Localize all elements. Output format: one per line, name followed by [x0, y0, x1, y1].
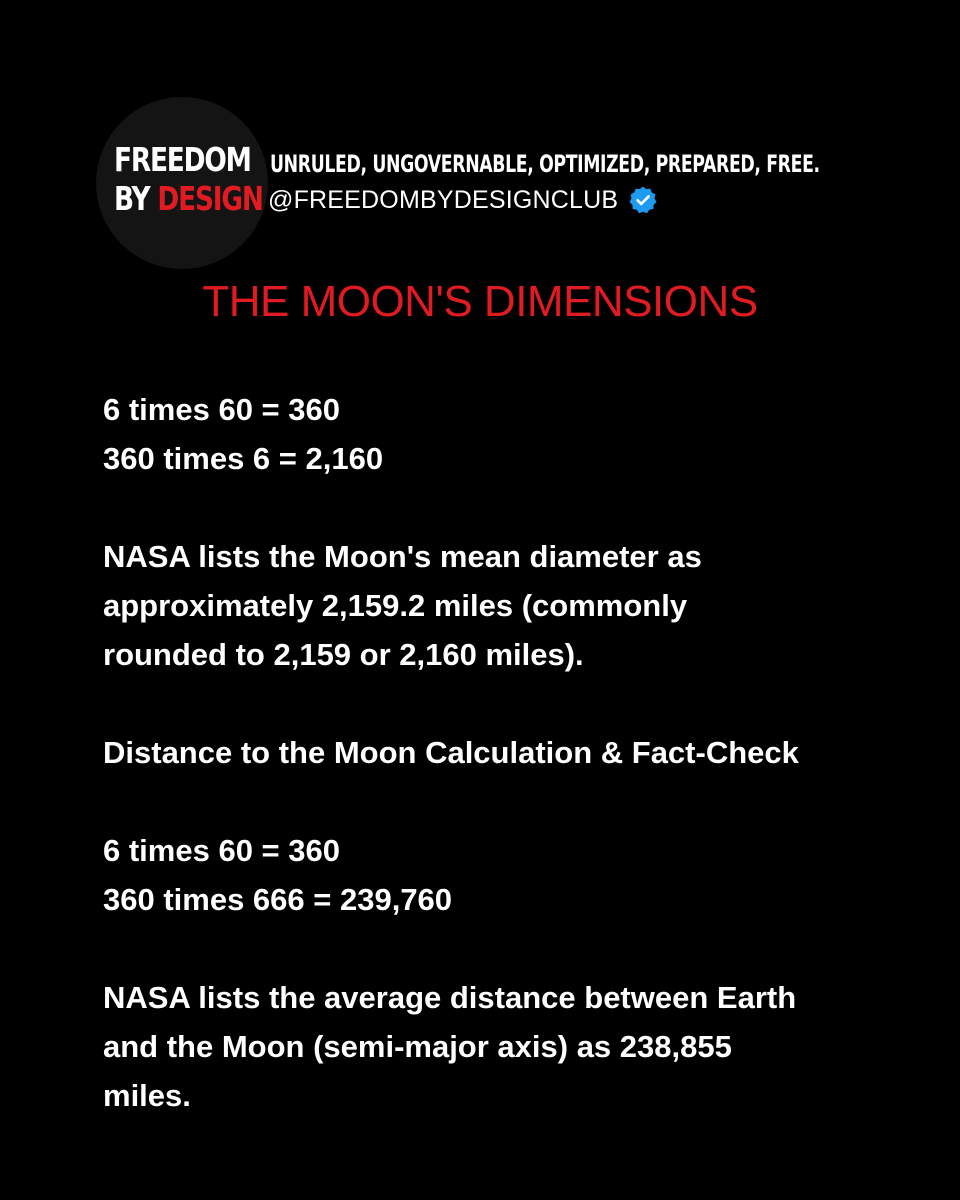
diameter-line-2: approximately 2,159.2 miles (commonly	[103, 588, 688, 623]
account-handle: @FREEDOMBYDESIGNCLUB	[268, 186, 619, 214]
logo-line-by-design	[114, 179, 263, 218]
diameter-line-3: rounded to 2,159 or 2,160 miles).	[103, 637, 584, 672]
calc-line-3: 6 times 60 = 360	[103, 833, 340, 868]
spacer	[103, 924, 903, 973]
section-heading: Distance to the Moon Calculation & Fact-Check	[103, 735, 799, 770]
calc-line-1: 6 times 60 = 360	[103, 392, 340, 427]
distance-line-3: miles.	[103, 1078, 191, 1113]
account-handle-row	[268, 185, 658, 215]
distance-line-2: and the Moon (semi-major axis) as 238,855	[103, 1029, 732, 1064]
logo-word-design: DESIGN	[157, 179, 263, 218]
spacer	[103, 777, 903, 826]
spacer	[103, 483, 903, 532]
calc-line-4: 360 times 666 = 239,760	[103, 882, 453, 917]
tagline: UNRULED, UNGOVERNABLE, OPTIMIZED, PREPARED, FREE.	[270, 150, 820, 178]
logo	[114, 140, 263, 218]
logo-line-freedom: FREEDOM	[114, 140, 251, 179]
distance-line-1: NASA lists the average distance between Earth	[103, 980, 797, 1015]
verified-badge-icon	[628, 185, 658, 215]
post-body	[103, 385, 903, 1120]
calc-line-2: 360 times 6 = 2,160	[103, 441, 384, 476]
logo-word-by: BY	[114, 179, 150, 218]
spacer	[103, 679, 903, 728]
post-title: THE MOON'S DIMENSIONS	[202, 277, 758, 326]
diameter-line-1: NASA lists the Moon's mean diameter as	[103, 539, 702, 574]
